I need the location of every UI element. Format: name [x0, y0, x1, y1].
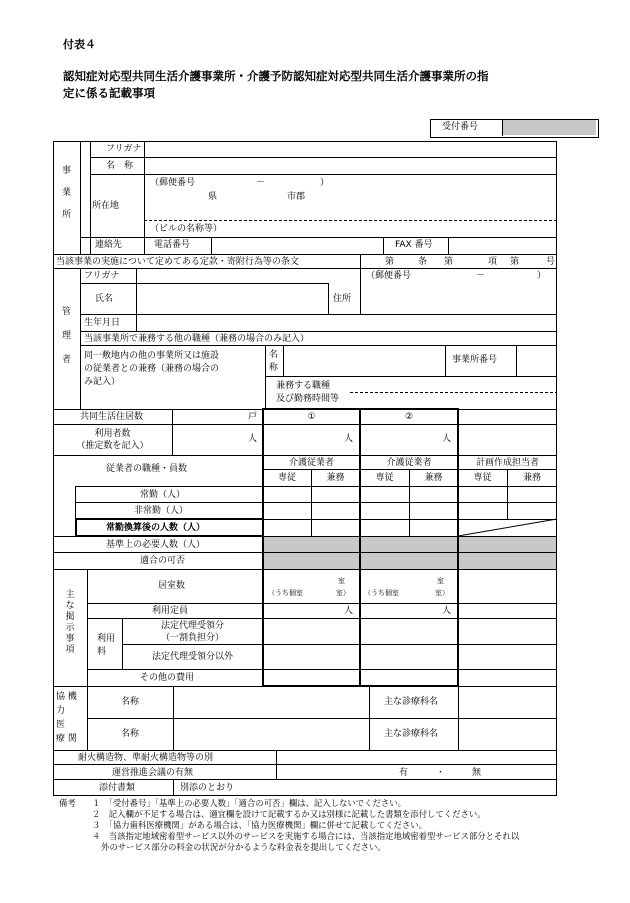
manager-side-label: 管 理 者 [61, 307, 71, 365]
manager-office-no-label: 事業所番号 [452, 355, 498, 365]
nonregular-label: 非常勤（人） [134, 506, 189, 516]
other-fee-label: その他の費用 [140, 673, 195, 683]
regular-label: 常勤（人） [140, 490, 186, 500]
rooms-private-1: （うち個室 [268, 589, 303, 597]
units-suffix: 戸 [248, 412, 258, 422]
office-postal-dash: － [256, 178, 266, 188]
parttime-header-1: 兼務 [326, 473, 345, 483]
article-go: 号 [546, 257, 556, 267]
articles-label: 当該事業の実施について定めてある定款・寄附行為等の条文 [56, 257, 299, 267]
council-no[interactable]: 無 [472, 768, 482, 778]
units-label: 共同生活住居数 [80, 412, 144, 422]
council-label: 運営推進会議の有無 [112, 768, 194, 778]
fulltime-header-3: 専従 [473, 473, 492, 483]
manager-other-label: 同一敷地内の他の事業所又は施設 の従業者との兼務（兼務の場合の み記入） [84, 351, 220, 387]
rooms-private-2: （うち個室 [364, 589, 399, 597]
office-name-label: 名 称 [106, 161, 134, 171]
attach-label: 添付書類 [99, 783, 136, 793]
rooms-unit-1: 室 [338, 577, 345, 585]
fireproof-label: 耐火構造物、準耐火構造物等の別 [78, 753, 214, 763]
manager-name-of-office-label: 名 称 [269, 350, 279, 373]
office-furigana-label: フリガナ [106, 144, 142, 154]
note-4: ４ 当該指定地域密着型サービス以外のサービスを実施する場合には、当該指定地域密着型サービス部分とそれ以 [92, 831, 520, 841]
note-1: １ 「受付番号」「基準上の必要人数」「適合の可否」欄は、記入しないでください。 [92, 798, 407, 808]
planner-header: 計画作成担当者 [475, 458, 539, 468]
manager-birth-label: 生年月日 [84, 318, 121, 328]
medical-name-label-2: 名称 [121, 729, 140, 739]
rooms-unit-close-1: 室） [336, 589, 350, 597]
office-location-label: 所在地 [92, 201, 120, 211]
attach-value: 別添のとおり [180, 783, 235, 793]
article-jo: 条 [418, 257, 428, 267]
users-label: 利用者数 （推定数を記入） [76, 429, 149, 451]
note-2: ２ 記入欄が不足する場合は、適宜欄を設けて記載するか又は別様に記載した書類を添付してください。 [92, 809, 486, 819]
manager-postal-label: （郵便番号 [366, 271, 412, 281]
receipt-label: 受付番号 [442, 122, 479, 132]
roles-label: 従業者の職種・員数 [106, 464, 188, 474]
office-side-label: 事 業 所 [61, 166, 71, 220]
parttime-header-2: 兼務 [424, 473, 443, 483]
fee-a-label: 法定代理受領分 （一割負担分） [160, 621, 224, 643]
manager-address-label: 住所 [333, 294, 352, 304]
converted-label: 常勤換算後の人数（人） [106, 523, 206, 533]
office-postal-close: ） [320, 178, 330, 188]
manager-concurrent-label: 当該事業所で兼務する他の職種（兼務の場合のみ記入） [84, 334, 310, 344]
council-separator: ・ [436, 768, 446, 778]
parttime-header-3: 兼務 [522, 473, 541, 483]
form-title-line2: 定に係る記載事項 [63, 86, 155, 100]
manager-furigana-label: フリガナ [84, 271, 120, 281]
fulltime-header-2: 専従 [375, 473, 394, 483]
care-staff-header-2: 介護従業者 [386, 458, 432, 468]
article-ko: 項 [488, 257, 498, 267]
notes-list [92, 798, 519, 853]
required-label: 基準上の必要人数（人） [106, 540, 206, 550]
medical-dept-label-2: 主な診療科名 [384, 729, 439, 739]
medical-name-label-1: 名称 [121, 697, 140, 707]
article-dai3: 第 [510, 257, 520, 267]
care-staff-header-1: 介護従業者 [288, 458, 334, 468]
medical-side-label: 協 機 力 医 療 関 [56, 692, 77, 744]
capacity-person-2: 人 [442, 606, 452, 616]
rooms-unit-2: 室 [437, 577, 444, 585]
office-city-label: 市郡 [287, 192, 306, 202]
capacity-label: 利用定員 [152, 606, 189, 616]
article-dai: 第 [385, 257, 395, 267]
manager-duty-label: 兼務する職種 及び勤務時間等 [276, 381, 340, 404]
appendix-label: 付表４ [63, 38, 96, 51]
fulltime-header-1: 専従 [277, 473, 296, 483]
office-pref-label: 県 [208, 192, 218, 202]
office-postal-label: （郵便番号 [150, 178, 196, 188]
fee-b-label: 法定代理受領分以外 [151, 652, 233, 662]
unit-1-header: ① [307, 412, 316, 422]
users-person-unit-1: 人 [344, 434, 354, 444]
rooms-label: 居室数 [158, 581, 186, 591]
note-3: ３ 「協力歯科医療機関」がある場合は、「協力医療機関」欄に併せて記載してください。 [92, 820, 427, 830]
office-building-label: （ビルの名称等） [150, 224, 223, 234]
rooms-unit-close-2: 室） [435, 589, 449, 597]
manager-postal-close: ） [537, 271, 547, 281]
main-items-side-label: 主 な 掲 示 事 項 [65, 590, 75, 655]
office-fax-label: FAX 番号 [395, 240, 433, 250]
medical-dept-label-1: 主な診療科名 [384, 697, 439, 707]
notes-label: 備考 [59, 798, 76, 808]
manager-postal-dash: － [476, 271, 486, 281]
users-person-unit: 人 [248, 434, 258, 444]
office-phone-label: 電話番号 [154, 240, 191, 250]
note-4b: 外のサービス部分の料金の状況が分かるような料金表を提出してください。 [101, 842, 386, 852]
article-dai2: 第 [444, 257, 454, 267]
office-contact-label: 連絡先 [95, 240, 123, 250]
fee-label: 利用 料 [97, 634, 116, 657]
form-title: 認知症対応型共同生活介護事業所・介護予防認知症対応型共同生活介護事業所の指 [63, 69, 489, 83]
council-yes[interactable]: 有 [399, 768, 409, 778]
manager-name-label: 氏名 [95, 294, 114, 304]
unit-2-header: ② [404, 412, 414, 422]
capacity-person-1: 人 [344, 606, 354, 616]
users-person-unit-2: 人 [442, 434, 452, 444]
suitability-label: 適合の可否 [140, 556, 186, 566]
